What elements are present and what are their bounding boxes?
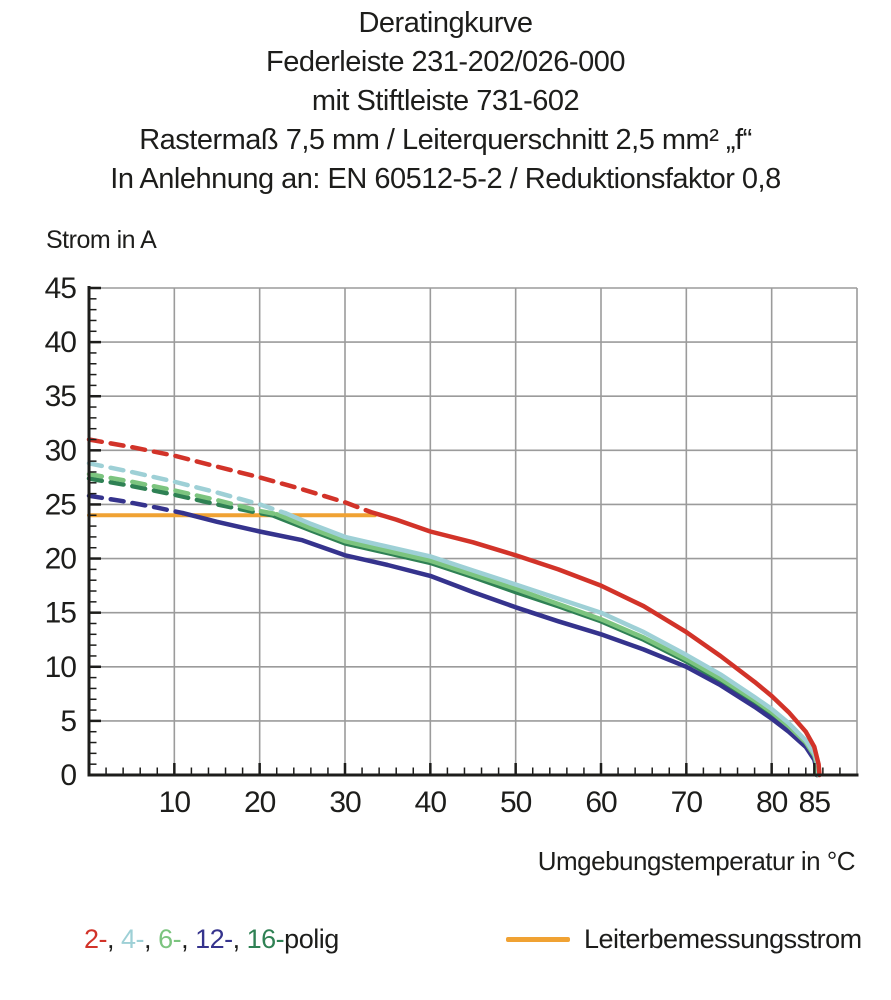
curve-4-polig-dashed: [89, 463, 285, 513]
x-tick-label-50: 50: [499, 786, 532, 819]
gridlines: [89, 288, 857, 775]
y-tick-label-25: 25: [44, 488, 76, 522]
x-tick-label-10: 10: [158, 786, 191, 819]
y-tick-label-0: 0: [60, 759, 76, 792]
chart-title-line-1: Deratingkurve: [358, 7, 533, 39]
y-tick-label-40: 40: [44, 326, 76, 360]
legend-separator: ,: [232, 924, 247, 954]
rated-current-line-swatch: [506, 937, 570, 942]
curve-6-polig: [277, 514, 818, 775]
legend-suffix: polig: [284, 924, 339, 954]
rated-current-label: Leiterbemessungsstrom: [584, 924, 862, 954]
legend-separator: ,: [181, 924, 196, 954]
curve-2-polig: [371, 512, 820, 775]
chart-title-line-4: Rastermaß 7,5 mm / Leiterquerschnitt 2,5 mm² „f“: [139, 124, 752, 156]
x-tick-label-70: 70: [670, 786, 703, 819]
y-tick-label-45: 45: [44, 272, 76, 305]
y-axis-title: Strom in A: [46, 226, 157, 254]
legend-pole-2: 2-: [84, 924, 108, 954]
legend-rated-current: [506, 924, 862, 955]
x-tick-label-85: 85: [798, 786, 831, 819]
x-tick-label-40: 40: [414, 786, 447, 819]
x-tick-label-60: 60: [585, 786, 617, 819]
y-tick-label-20: 20: [44, 542, 76, 576]
tick-labels: [45, 272, 831, 819]
y-tick-label-30: 30: [44, 434, 76, 468]
x-tick-label-20: 20: [243, 786, 276, 819]
legend-pole-4: 4-: [121, 924, 145, 954]
legend-pole-6: 6-: [158, 924, 182, 954]
axis-ticks: [90, 288, 840, 775]
y-tick-label-5: 5: [60, 704, 76, 738]
axes: [88, 286, 859, 777]
y-tick-label-15: 15: [44, 596, 76, 630]
y-tick-label-35: 35: [44, 380, 76, 414]
curve-4-polig: [285, 513, 818, 775]
chart-title-line-3: mit Stiftleiste 731-602: [311, 85, 580, 117]
legend-pole-12: 12-: [195, 924, 233, 954]
x-tick-label-80: 80: [755, 786, 788, 819]
chart-title-line-2: Federleiste 231-202/026-000: [266, 46, 625, 78]
legend-separator: ,: [144, 924, 159, 954]
curve-6-polig-dashed: [89, 474, 277, 514]
y-tick-label-10: 10: [44, 650, 76, 684]
x-tick-label-30: 30: [329, 786, 361, 819]
legend-separator: ,: [107, 924, 122, 954]
legend-pole-16: 16-: [246, 924, 285, 954]
x-axis-title: Umgebungstemperatur in °C: [537, 846, 855, 876]
curve-16-polig: [273, 515, 817, 775]
curves: [89, 440, 820, 776]
legend-poles: [84, 924, 339, 955]
chart-title-line-5: In Anlehnung an: EN 60512-5-2 / Reduktionsfaktor 0,8: [110, 163, 781, 195]
